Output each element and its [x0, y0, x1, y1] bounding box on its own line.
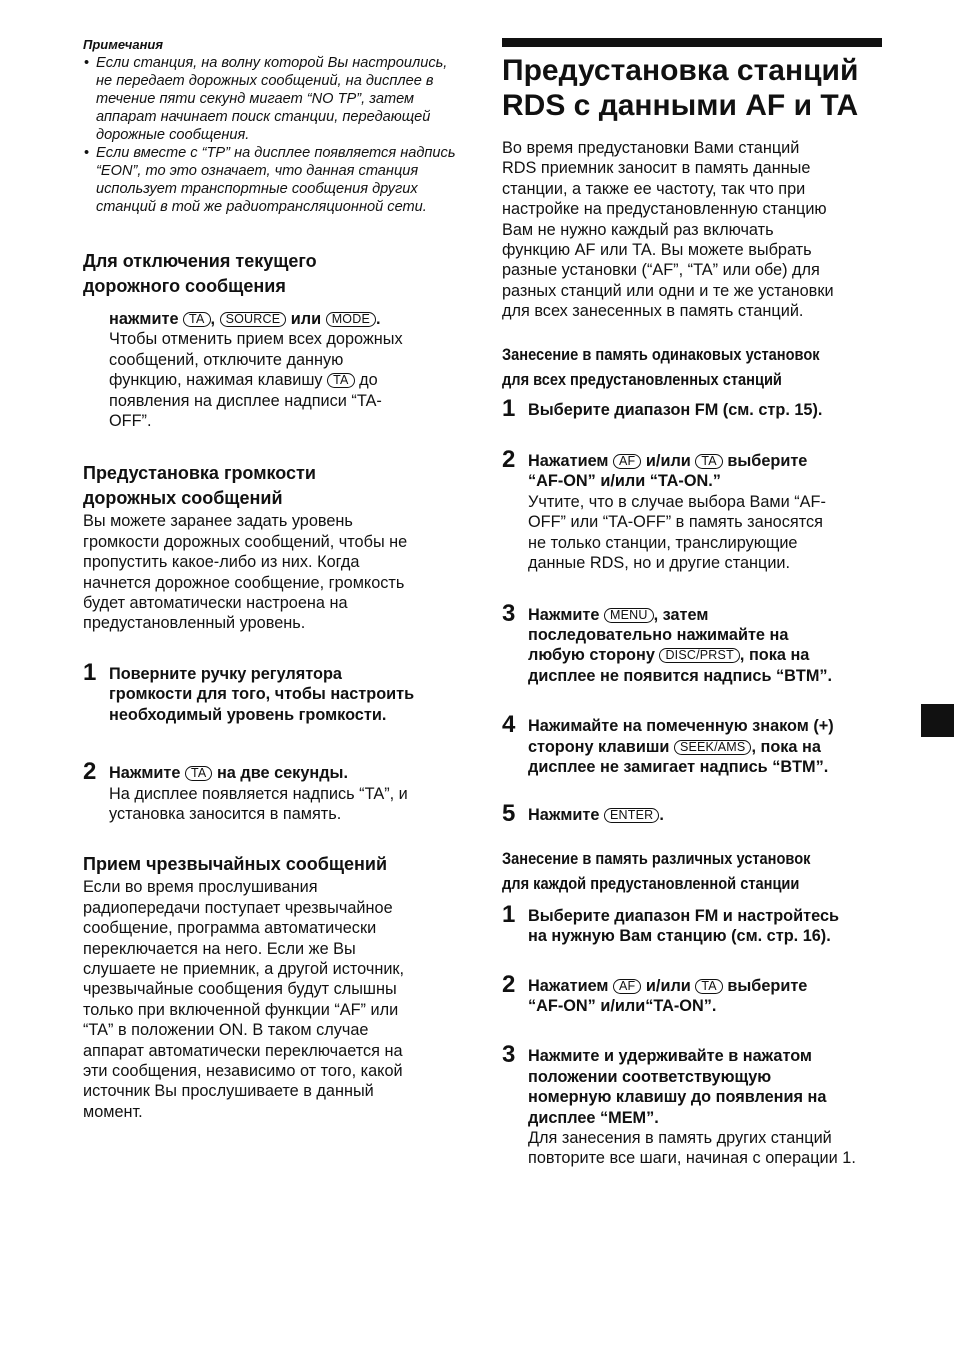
step-body-line: На дисплее появляется надпись “TA”, и — [109, 784, 408, 803]
cancel-heading — [83, 249, 463, 299]
step-text-part: , пока на — [739, 646, 810, 665]
step-text — [528, 605, 888, 687]
intro-line: станции, а также ее частоту, так что при — [502, 179, 806, 198]
step-text-part: дисплее не появится надпись “BTM”. — [528, 666, 833, 685]
step-text-part: на две секунды. — [216, 764, 348, 783]
step-number: 2 — [502, 446, 516, 474]
cancel-text-line: Чтобы отменить прием всех дорожных — [109, 330, 403, 349]
step-body-line: данные RDS, но и другие станции. — [528, 554, 791, 573]
step-text-part: любую сторону — [528, 646, 655, 665]
same-step-4 — [502, 711, 888, 777]
cancel-text-line: до — [359, 371, 378, 390]
step-text-part: . — [659, 806, 664, 825]
step-body — [109, 784, 463, 825]
step-text-part: выберите — [727, 452, 808, 471]
emergency-text-line: сообщение, программа автоматически — [83, 919, 377, 938]
diff-heading-line: Занесение в память различных установок — [502, 848, 811, 868]
cancel-text-line: сообщений, отключите данную — [109, 350, 344, 369]
intro-line: функцию AF или TA. Вы можете выбрать — [502, 241, 812, 260]
same-step-2 — [502, 446, 888, 573]
emergency-text-line: Если во время прослушивания — [83, 878, 318, 897]
note-item: • Если вместе с “TP” на дисплее появляется надпись “EON”, то это означает, что данная станция использует транспортные сообщения других станций в той же радиотрансляционной сети. — [83, 144, 463, 216]
intro-line: RDS приемник заносит в память данные — [502, 159, 811, 178]
step-text-line: Поверните ручку регулятора — [109, 664, 342, 683]
title-rule — [502, 38, 882, 47]
cancel-instruction — [109, 309, 463, 329]
step-text — [528, 976, 888, 1017]
step-text-part: Нажатием — [528, 452, 609, 471]
step-number: 3 — [502, 1041, 516, 1069]
volume-step-2 — [83, 758, 463, 824]
emergency-text-line: радиопередачи поступает чрезвычайное — [83, 898, 393, 917]
emergency-text-line: только при включенной функции “AF” или — [83, 1000, 399, 1019]
notes-title: Примечания — [83, 37, 164, 52]
intro-line: разных станций или одни и те же установки — [502, 281, 834, 300]
page-title — [502, 53, 888, 123]
intro-line: разные установки (“AF”, “TA” или обе) для — [502, 261, 820, 280]
ta-key: TA — [695, 979, 722, 994]
cancel-comma: , — [210, 310, 216, 328]
cancel-text-line: функцию, нажимая клавишу — [109, 371, 323, 390]
step-text-part: сторону клавиши — [528, 737, 670, 756]
ta-key: TA — [185, 766, 212, 781]
emergency-heading: Прием чрезвычайных сообщений — [83, 854, 388, 875]
step-text-part: и/или — [645, 452, 691, 471]
step-body — [528, 492, 888, 574]
different-settings-section — [502, 846, 888, 1169]
volume-text-line: начнется дорожное сообщение, громкость — [83, 573, 405, 592]
step-text-part: и/или — [645, 976, 691, 995]
intro-line: Вам не нужно каждый раз включать — [502, 220, 774, 239]
af-key: AF — [613, 454, 641, 469]
emergency-text-line: “TA” в положении ON. В таком случае — [83, 1021, 369, 1040]
step-number: 2 — [502, 970, 516, 998]
same-step-5 — [502, 800, 888, 828]
step-text-part: “AF-ON” и/или“TA-ON”. — [528, 996, 717, 1015]
same-settings-section — [502, 342, 888, 826]
step-text-part: , пока на — [751, 737, 821, 756]
step-text-line: необходимый уровень громкости. — [109, 705, 387, 724]
same-heading-line: Занесение в память одинаковых установок — [502, 344, 820, 364]
step-text-line: Нажмите и удерживайте в нажатом — [528, 1047, 812, 1066]
disc-prst-key: DISC/PRST — [659, 648, 739, 663]
step-body-line: Для занесения в память других станций — [528, 1129, 832, 1147]
cancel-or-text: или — [290, 310, 322, 328]
emergency-text-line: аппарат автоматически переключается на — [83, 1041, 403, 1060]
page-title-line: RDS с данными AF и TA — [502, 89, 859, 122]
source-key: SOURCE — [220, 312, 287, 327]
step-text-part: Нажмите — [528, 806, 600, 825]
step-body-line: не только станции, транслирующие — [528, 533, 798, 552]
step-text — [528, 451, 888, 492]
emergency-text — [83, 877, 463, 1122]
volume-text-line: предустановленный уровень. — [83, 614, 306, 633]
cancel-text — [109, 329, 463, 431]
emergency-text-line: момент. — [83, 1102, 143, 1121]
same-heading-line: для всех предустановленных станций — [502, 369, 782, 389]
cancel-heading-line: дорожного сообщения — [83, 276, 286, 296]
step-body-line: повторите все шаги, начиная с операции 1. — [528, 1149, 856, 1168]
step-text-line: номерную клавишу до появления на — [528, 1088, 827, 1107]
emergency-section — [83, 852, 463, 1122]
step-text-part: дисплее не замигает надпись “BTM”. — [528, 757, 829, 776]
volume-text-line: пропустить какое-либо из них. Когда — [83, 553, 360, 572]
volume-text-line: громкости дорожных сообщений, чтобы не — [83, 532, 408, 551]
ta-key: TA — [183, 312, 210, 327]
af-key: AF — [613, 979, 641, 994]
step-number: 1 — [502, 900, 516, 928]
step-text-part: “AF-ON” и/или “TA-ON.” — [528, 472, 721, 491]
step-text-part: выберите — [727, 976, 808, 995]
right-content — [502, 138, 888, 1169]
step-text-line: положении соответствующую — [528, 1067, 772, 1086]
step-number: 4 — [502, 711, 516, 739]
step-text-part: , затем — [653, 605, 709, 624]
step-text-part: Нажимайте на помеченную знаком (+) — [528, 717, 834, 736]
step-body-line: OFF” или “TA-OFF” в память заносятся — [528, 513, 823, 532]
step-text — [109, 664, 463, 725]
volume-section — [83, 461, 463, 824]
same-step-3 — [502, 599, 888, 687]
step-number: 1 — [83, 658, 97, 686]
step-number: 1 — [502, 394, 516, 422]
cancel-period: . — [376, 310, 381, 328]
cancel-body — [83, 309, 463, 431]
cancel-text-line: появления на дисплее надписи “TA- — [109, 391, 382, 410]
step-text-part: последовательно нажимайте на — [528, 625, 789, 644]
step-text: Выберите диапазон FM (см. стр. 15). — [528, 400, 823, 419]
volume-heading — [83, 461, 463, 511]
step-number: 5 — [502, 800, 516, 828]
emergency-text-line: чрезвычайные сообщения будут слышны — [83, 980, 397, 999]
volume-heading-line: дорожных сообщений — [83, 488, 283, 509]
intro-text — [502, 138, 888, 322]
volume-step-1 — [83, 658, 463, 725]
step-number: 2 — [83, 758, 97, 786]
intro-line: настройке на предустановленную станцию — [502, 200, 827, 219]
diff-step-3 — [502, 1041, 888, 1168]
step-text-line: громкости для того, чтобы настроить — [109, 685, 415, 704]
seek-ams-key: SEEK/AMS — [674, 740, 752, 755]
diff-heading-line: для каждой предустановленной станции — [502, 873, 800, 893]
step-body — [528, 1128, 888, 1169]
step-text-line: дисплее “MEM”. — [528, 1108, 659, 1127]
notes-section — [83, 36, 463, 216]
note-item: • Если станция, на волну которой Вы настроились, не передает дорожных сообщений, на дисплее в течение пяти секунд мигает “NO TP”, затем аппарат начинает поиск станции, передающей дорожные сообщения. — [83, 54, 463, 144]
step-text-part: Нажатием — [528, 976, 609, 995]
step-number: 3 — [502, 599, 516, 627]
intro-line: для всех занесенных в память станций. — [502, 302, 804, 321]
menu-key: MENU — [604, 608, 654, 623]
diff-step-2 — [502, 970, 888, 1017]
ta-key: TA — [327, 373, 354, 388]
notes-list — [83, 54, 463, 216]
volume-text — [83, 511, 463, 633]
step-text — [109, 763, 463, 783]
diff-step-1 — [502, 900, 888, 947]
step-text-part: Выберите диапазон FM и настройтесь — [528, 906, 840, 925]
enter-key: ENTER — [604, 808, 659, 823]
page-title-line: Предустановка станций — [502, 54, 859, 87]
step-text — [528, 1046, 888, 1128]
cancel-press-text: нажмите — [109, 310, 179, 328]
emergency-text-line: эти сообщения, независимо от того, какой — [83, 1061, 403, 1080]
step-text-part: Нажмите — [109, 764, 181, 783]
emergency-text-line: источник Вы прослушиваете в данный — [83, 1082, 374, 1101]
emergency-text-line: переключается на него. Если же Вы — [83, 939, 356, 958]
step-body-line: Учтите, что в случае выбора Вами “AF- — [528, 492, 826, 511]
ta-key: TA — [695, 454, 722, 469]
cancel-section — [83, 249, 463, 431]
cancel-text-line: OFF”. — [109, 412, 152, 431]
step-text — [528, 716, 888, 777]
step-text — [528, 906, 888, 947]
step-text-part: на нужную Вам станцию (см. стр. 16). — [528, 927, 831, 946]
volume-text-line: будет автоматически настроена на — [83, 594, 348, 613]
left-column — [83, 36, 463, 1122]
step-body-line: установка заносится в память. — [109, 804, 342, 823]
intro-line: Во время предустановки Вами станций — [502, 139, 800, 157]
step-text-part: Нажмите — [528, 605, 600, 624]
different-settings-heading — [502, 846, 834, 896]
same-settings-heading — [502, 342, 834, 392]
section-tab-marker — [921, 704, 954, 737]
step-text — [528, 805, 888, 825]
cancel-heading-line: Для отключения текущего — [83, 251, 317, 271]
emergency-text-line: слушаете не приемник, а другой источник, — [83, 959, 405, 978]
mode-key: MODE — [326, 312, 376, 327]
same-step-1 — [502, 394, 888, 422]
volume-heading-line: Предустановка громкости — [83, 463, 316, 484]
volume-text-line: Вы можете заранее задать уровень — [83, 512, 353, 531]
